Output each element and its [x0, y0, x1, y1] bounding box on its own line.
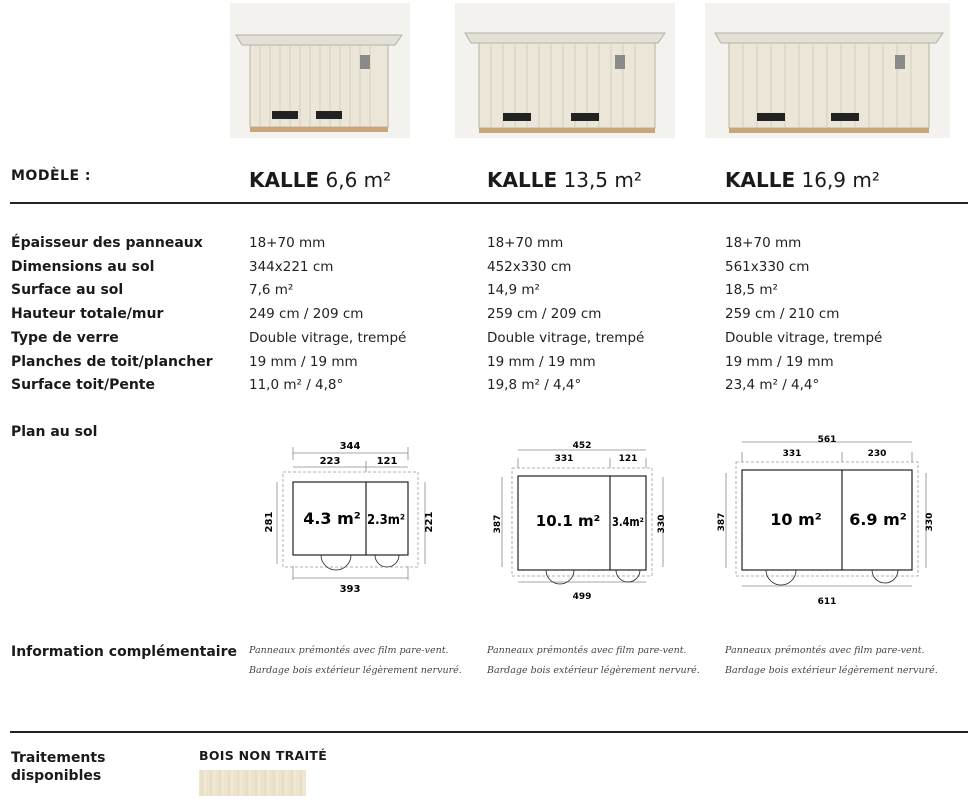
- spec-value: 249 cm / 209 cm: [249, 306, 364, 323]
- floor-plan-label: Plan au sol: [11, 424, 98, 440]
- spec-labels: [11, 232, 213, 398]
- spec-value: Double vitrage, trempé: [487, 329, 645, 346]
- plan-dim-segment: 331: [782, 449, 802, 459]
- treatments-label-line: disponibles: [11, 768, 102, 784]
- model-title: [249, 168, 391, 192]
- model-title: [487, 168, 642, 192]
- divider: [10, 731, 968, 733]
- room-area: 3.4m²: [612, 515, 644, 529]
- plan-dim-bottom: 499: [572, 592, 592, 602]
- spec-label: Type de verre: [11, 329, 119, 346]
- spec-value: 18+70 mm: [249, 235, 326, 251]
- plan-dim-side: 387: [717, 512, 727, 532]
- spec-value: 19 mm / 19 mm: [725, 353, 834, 370]
- room-area: 6.9 m²: [849, 510, 907, 529]
- plan-dim-side: 387: [493, 514, 503, 534]
- plan-dim-top: 452: [572, 441, 592, 451]
- plan-dim-side: 221: [424, 511, 435, 533]
- spec-column-2: [487, 232, 644, 398]
- plan-dim-side: 281: [264, 511, 275, 533]
- spec-value: 344x221 cm: [249, 258, 334, 275]
- info-line: Bardage bois extérieur légèrement nervuré.: [725, 665, 938, 676]
- spec-value: 259 cm / 210 cm: [725, 306, 840, 323]
- plan-dim-top: 344: [339, 441, 361, 452]
- model-name: KALLE: [487, 168, 558, 192]
- shed-image-2: [455, 3, 675, 138]
- spec-value: 19 mm / 19 mm: [487, 353, 596, 370]
- info-line: Bardage bois extérieur légèrement nervuré.: [249, 665, 462, 676]
- spec-label: Planches de toit/plancher: [11, 353, 213, 370]
- room-area: 10 m²: [770, 510, 822, 529]
- info-note-1: [249, 641, 462, 681]
- spec-value: 561x330 cm: [725, 258, 810, 275]
- info-line: Panneaux prémontés avec film pare-vent.: [487, 645, 687, 656]
- plan-dim-segment: 121: [376, 456, 398, 467]
- spec-label: Épaisseur des panneaux: [11, 235, 203, 251]
- divider: [10, 202, 968, 204]
- floor-plan-1: [255, 432, 445, 602]
- info-label: Information complémentaire: [11, 644, 237, 660]
- plan-dim-segment: 230: [867, 449, 887, 459]
- spec-value: Double vitrage, trempé: [725, 329, 883, 346]
- spec-value: 18+70 mm: [725, 235, 802, 251]
- model-label: MODÈLE :: [11, 168, 91, 184]
- spec-value: 19 mm / 19 mm: [249, 353, 358, 370]
- plan-dim-top: 561: [817, 435, 837, 445]
- spec-value: 18,5 m²: [725, 282, 778, 299]
- plan-dim-segment: 223: [319, 456, 341, 467]
- spec-value: 7,6 m²: [249, 282, 294, 299]
- floor-plan-3: [712, 428, 942, 610]
- room-area: 10.1 m²: [535, 512, 601, 530]
- spec-value: 452x330 cm: [487, 258, 572, 275]
- spec-value: 23,4 m² / 4,4°: [725, 377, 820, 394]
- room-area: 2.3m²: [367, 513, 405, 528]
- model-size: 6,6 m²: [325, 168, 392, 192]
- treatments-label: [11, 749, 105, 785]
- spec-label: Surface toit/Pente: [11, 377, 155, 394]
- info-note-3: [725, 641, 938, 681]
- treatments-label-line: Traitements: [11, 750, 106, 766]
- spec-value: 11,0 m² / 4,8°: [249, 377, 344, 394]
- shed-image-3: [705, 3, 950, 138]
- spec-value: 259 cm / 209 cm: [487, 306, 602, 323]
- plan-dim-side: 330: [657, 514, 667, 534]
- plan-dim-segment: 121: [618, 454, 638, 464]
- spec-label: Surface au sol: [11, 282, 124, 299]
- plan-dim-segment: 331: [554, 454, 574, 464]
- room-area: 4.3 m²: [303, 509, 361, 528]
- spec-value: 14,9 m²: [487, 282, 540, 299]
- model-name: KALLE: [725, 168, 796, 192]
- model-title: [725, 168, 880, 192]
- spec-column-3: [725, 232, 882, 398]
- floor-plan-2: [488, 432, 678, 607]
- model-name: KALLE: [249, 168, 320, 192]
- spec-value: 18+70 mm: [487, 235, 564, 251]
- info-line: Panneaux prémontés avec film pare-vent.: [249, 645, 449, 656]
- model-size: 13,5 m²: [563, 168, 642, 192]
- info-note-2: [487, 641, 700, 681]
- spec-label: Dimensions au sol: [11, 258, 155, 275]
- treatment-option-label: BOIS NON TRAITÉ: [199, 748, 328, 763]
- spec-column-1: [249, 232, 406, 398]
- shed-image-1: [230, 3, 410, 138]
- spec-value: 19,8 m² / 4,4°: [487, 377, 582, 394]
- plan-dim-bottom: 393: [339, 584, 361, 595]
- plan-dim-side: 330: [925, 512, 935, 532]
- info-line: Bardage bois extérieur légèrement nervuré.: [487, 665, 700, 676]
- wood-swatch: [199, 770, 306, 796]
- model-size: 16,9 m²: [801, 168, 880, 192]
- spec-label: Hauteur totale/mur: [11, 306, 164, 323]
- spec-value: Double vitrage, trempé: [249, 329, 407, 346]
- plan-dim-bottom: 611: [817, 597, 837, 607]
- info-line: Panneaux prémontés avec film pare-vent.: [725, 645, 925, 656]
